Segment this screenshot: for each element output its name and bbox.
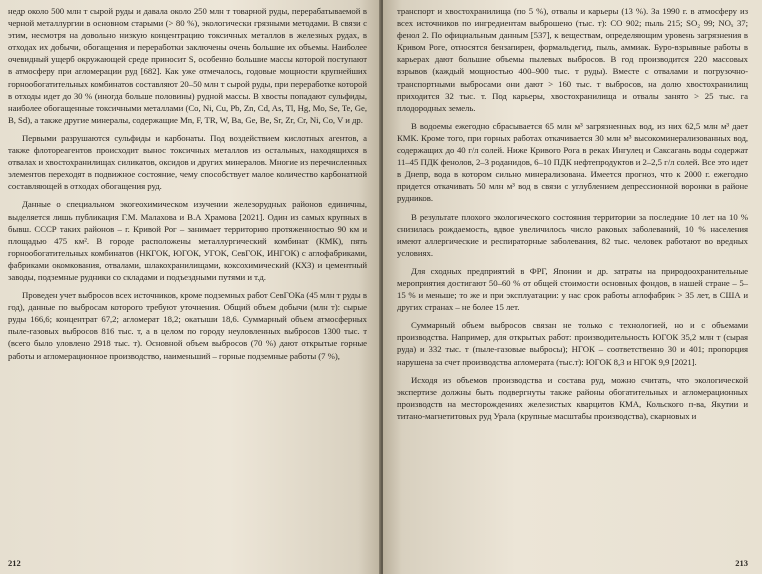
right-paragraph-5: Суммарный объем выбросов связан не только с технологией, но и с объемами производства. Например, для открытых работ: производительность ЮГОК 35,2 млн т (сырая руда) и 332 тыс. т (пыле-газовые выбросы); НГОК – соответственно 30 и 401; пропорция нарушена за счет производства агломерата (тыс.т): ЮГОК 8,3 и НГОК 9,9 [2021].: [397, 320, 748, 367]
left-paragraph-2: Первыми разрушаются сульфиды и карбонаты. Под воздействием кислотных агентов, а также флотореагентов происходит вынос токсичных металлов из остальных, находящихся в отвалах и хвостохранилищах силикатов, оксидов и других минералов. Многие из перечисленных элементов переходят в подвижное состояние, чему способствует малое количество карбонатной составляющей в отходах обогащения руд.: [8, 132, 367, 192]
right-paragraph-4: Для сходных предприятий в ФРГ, Японии и др. затраты на природоохранительные мероприятия достигают 50–60 % от общей стоимости основных фондов, в нашей стране – 5–15 % и меньше; то же и при эксплуатации: у нас срок работы аглофабрик > 35 лет, в США и других странах – не более 15 лет.: [397, 265, 748, 313]
right-paragraph-3: В результате плохого экологического состояния территории за последние 10 лет на 10 % снизилась рождаемость, вдвое увеличилось число раковых заболеваний, 10 % населения имеют аллергические и респираторные заболевания, 82 тыс. человек работают во вредных условиях.: [397, 211, 748, 258]
right-page: [383, 0, 762, 574]
right-paragraph-1: транспорт и хвостохранилища (по 5 %), отвалы и карьеры (13 %). За 1990 г. в атмосферу из всех источников по ингредиентам выброшено (тыс. т): CO 902; пыль 215; SO₂ 99; NOₓ 37; фенол 2. По официальным данным [537], к веществам, определяющим уровень загрязнения в Кривом Роге, относятся бензапирен, формальдегид, пыль, аммиак. Буро-взрывные работы в карьерах дают большие объемы пылевых выбросов. В год производится 220 массовых взрывов (каждый мощностью 400–900 тыс. т руды). Вместе с отвалами и погрузочно-транспортными выбросами они дают > 160 тыс. т выбросов, на долю хвостохранилищ приходится 32 тыс. т. Под карьеры, хвостохранилища и отвалы занято > 25 тыс. га плодородных земель.: [397, 6, 748, 113]
right-paragraph-2: В водоемы ежегодно сбрасывается 65 млн м³ загрязненных вод, из них 62,5 млн м³ дает КМК. Кроме того, при горных работах откачивается 30 млн м³ высокоминерализованных вод, содержащих до 40 г/л солей. Ниже Кривого Рога в реках Ингулец и Саксагань воды содержат 11–45 ПДК фенолов, 2–3 роданидов, 6–10 ПДК нефтепродуктов и 2–2,5 г/л солей. Все это идет в Днепр, вода в котором сильно минерализована. Имеется прогноз, что к 2000 г. ежегодно придется откачивать 50 млн м³ вод в связи с углублением депрессионной воронки в районе рудников.: [397, 120, 748, 204]
page-number-right: 213: [735, 558, 748, 568]
left-paragraph-4: Проведен учет выбросов всех источников, кроме подземных работ СевГОКа (45 млн т руды в год), данные по выбросам которого требуют уточнения. Общий объем добычи (млн т): сырые руды 166,6; концентрат 67,2; агломерат 18,2; окатыши 18,6. Суммарный объем атмосферных пыле-газовых выбросов 816 тыс. т, а в целом по городу неуловленных выбросов 1300 тыс. т (всего было уловлено 2918 тыс. т). Основной объем выбросов (70 %) дают открытые горные работы и агломерационное производство, наименьший – горные подземные работы (7 %),: [8, 290, 367, 361]
page-number-left: 212: [8, 558, 21, 568]
left-paragraph-1: недр около 500 млн т сырой руды и давала около 250 млн т товарной руды, перерабатываемой в черной металлургии в основном старыми (> 80 %), экологически грязными методами. В связи с этим, несмотря на довольно низкую концентрацию токсичных металлов в железных рудах, в отходах их добычи, обогащения и переработки заключены очень большие их объемы. Наиболее очевидный ущерб окружающей среде приносит S, особенно большие массы которой поступают в атмосферу при агломерации руд [682]. Как уже отмечалось, годовые мощности крупнейших горнообогатительных комбинатов составляют 20–50 млн т сырой руды, при переработке которой в отходы идет до 30 % (иногда больше половины) рудной массы. В хвосты попадают сульфиды, наиболее обогащенные токсичными металлами (Co, Ni, Cu, Pb, Zn, Cd, As, Tl, Hg, Mo, Se, Te, Ge, B, Sd), а также другие минералы, содержащие Mn, F, TR, W, Ba, Ge, Be, Sr, Zr, Cr, Ni, Co, V и др.: [8, 6, 367, 125]
left-paragraph-3: Данные о специальном экогеохимическом изучении железорудных районов единичны, выделяется лишь публикация Г.М. Малахова и В.А Храмова [2021]. Один из самых крупных в бывш. СССР таких районов – г. Кривой Рог – занимает территорию протяженностью 90 км и площадью 475 км². В городе расположены металлургический комбинат (КМК), пять горнообогатительных комбинатов (НКГОК, ЮГОК, УГОК, СевГОК, ИНГОК) с аглофабриками, фабриками окомкования, отвалами, шлакохранилищами, коксохимический (КХЗ) и цементный заводы, подземные рудники со складами и подъездными путями и т.д.: [8, 199, 367, 282]
right-paragraph-6: Исходя из объемов производства и состава руд, можно считать, что экологической экспертизе должны быть подвергнуты также районы обогатительных и агломерационных производств на месторождениях железистых кварцитов КМА, Кольского п-ва, Якутии и титано-магнетитовых руд Урала (крупные масштабы производства), скарновых и: [397, 374, 748, 421]
